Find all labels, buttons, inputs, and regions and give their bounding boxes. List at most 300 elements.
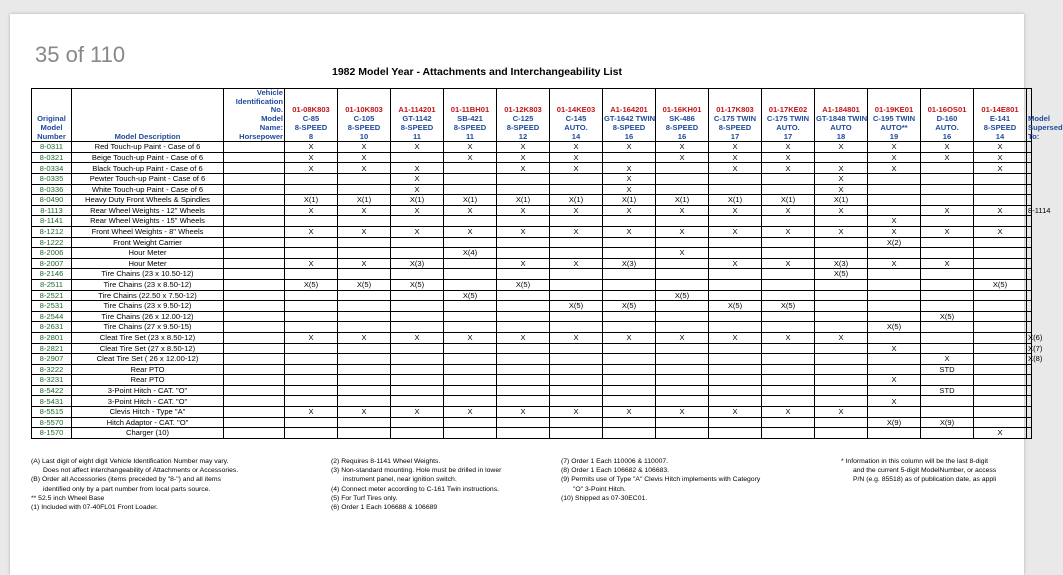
compat-cell xyxy=(868,184,921,195)
model-number-cell: 8-2801 xyxy=(32,332,72,343)
compat-cell xyxy=(550,375,603,386)
compat-cell xyxy=(974,385,1027,396)
compat-cell xyxy=(762,248,815,259)
model-name: D-160 xyxy=(936,114,958,124)
compat-cell xyxy=(550,216,603,227)
model-number-cell: 8-2531 xyxy=(32,301,72,312)
compat-cell xyxy=(497,354,550,365)
vin-cell xyxy=(224,142,285,153)
compat-cell xyxy=(762,385,815,396)
compat-cell xyxy=(762,428,815,439)
compat-cell xyxy=(762,417,815,428)
model-code: 01-08K803 xyxy=(292,105,330,115)
model-description-cell: Black Touch-up Paint - Case of 6 xyxy=(72,163,224,174)
compat-cell: X(5) xyxy=(921,311,974,322)
superseded-cell xyxy=(1027,269,1032,280)
compat-cell: X xyxy=(338,226,391,237)
model-description-cell: Front Wheel Weights - 8" Wheels xyxy=(72,226,224,237)
compat-cell xyxy=(497,375,550,386)
model-horsepower: 17 xyxy=(783,131,793,141)
compat-cell: X xyxy=(603,332,656,343)
compat-cell xyxy=(391,396,444,407)
compat-cell xyxy=(815,364,868,375)
compat-cell xyxy=(656,301,709,312)
model-name: SB-421 xyxy=(457,114,483,124)
model-transmission: 8-SPEED xyxy=(347,122,381,132)
table-header xyxy=(32,88,1063,142)
compat-cell xyxy=(391,311,444,322)
header-vehicle-id-line: Identification xyxy=(235,96,283,106)
compat-cell xyxy=(603,269,656,280)
compat-cell xyxy=(656,216,709,227)
compat-cell xyxy=(762,343,815,354)
superseded-cell xyxy=(1027,301,1032,312)
model-description-cell: Rear PTO xyxy=(72,375,224,386)
compat-cell: X xyxy=(391,407,444,418)
table-row xyxy=(32,216,1032,227)
header-vehicle-id-line: Horsepower xyxy=(239,131,283,141)
compat-cell: X xyxy=(285,163,338,174)
compat-cell xyxy=(338,385,391,396)
model-code: 01-14E801 xyxy=(981,105,1019,115)
compat-cell xyxy=(497,290,550,301)
model-code: 01-16OS01 xyxy=(927,105,967,115)
compat-cell: X xyxy=(550,142,603,153)
compat-cell xyxy=(709,364,762,375)
compat-cell xyxy=(550,354,603,365)
model-description-cell: Hour Meter xyxy=(72,258,224,269)
compat-cell xyxy=(497,364,550,375)
compat-cell xyxy=(974,258,1027,269)
table-row xyxy=(32,322,1032,333)
compat-cell: X xyxy=(656,226,709,237)
compat-cell xyxy=(762,311,815,322)
compat-cell xyxy=(974,216,1027,227)
compat-cell: STD xyxy=(921,385,974,396)
compat-cell xyxy=(497,396,550,407)
compat-cell: X xyxy=(868,216,921,227)
compat-cell: X xyxy=(868,142,921,153)
compat-cell: X xyxy=(921,205,974,216)
compat-cell: X xyxy=(285,226,338,237)
compat-cell xyxy=(338,417,391,428)
model-column-header xyxy=(550,89,603,142)
model-column-header xyxy=(444,89,497,142)
header-original-model-number-line: Original xyxy=(37,114,66,124)
compat-cell xyxy=(815,385,868,396)
compat-cell xyxy=(868,385,921,396)
footnote-line: "O" 3-Point Hitch. xyxy=(573,485,626,493)
compat-cell: X xyxy=(550,163,603,174)
model-transmission: 8-SPEED xyxy=(718,122,752,132)
table-row xyxy=(32,269,1032,280)
compat-cell xyxy=(444,385,497,396)
model-column-header xyxy=(709,89,762,142)
compat-cell: X(1) xyxy=(285,195,338,206)
model-horsepower: 16 xyxy=(942,131,952,141)
compat-cell: X(5) xyxy=(550,301,603,312)
compat-cell xyxy=(444,311,497,322)
vin-cell xyxy=(224,195,285,206)
model-transmission: 8-SPEED xyxy=(294,122,328,132)
model-column-header xyxy=(497,89,550,142)
model-number-cell: 8-2907 xyxy=(32,354,72,365)
compat-cell xyxy=(550,248,603,259)
footnote-line: (8) Order 1 Each 106682 & 106683. xyxy=(561,467,670,475)
vin-cell xyxy=(224,216,285,227)
model-number-cell: 8-5431 xyxy=(32,396,72,407)
model-horsepower: 19 xyxy=(889,131,899,141)
compat-cell xyxy=(921,290,974,301)
compat-cell xyxy=(974,174,1027,185)
compat-cell xyxy=(444,184,497,195)
superseded-cell xyxy=(1027,428,1032,439)
compat-cell xyxy=(391,385,444,396)
vin-cell xyxy=(224,174,285,185)
compat-cell: X xyxy=(285,407,338,418)
compat-cell xyxy=(868,364,921,375)
compat-cell: X xyxy=(603,184,656,195)
compat-cell: X xyxy=(762,205,815,216)
compat-cell: X xyxy=(285,142,338,153)
model-horsepower: 11 xyxy=(412,131,422,141)
compat-cell xyxy=(709,237,762,248)
compat-cell: X(1) xyxy=(338,195,391,206)
model-column-header xyxy=(762,89,815,142)
table-row xyxy=(32,396,1032,407)
model-number-cell: 8-3222 xyxy=(32,364,72,375)
compat-cell: X(9) xyxy=(921,417,974,428)
compat-cell xyxy=(815,152,868,163)
model-transmission: AUTO. xyxy=(935,122,959,132)
footnote-line: identified only by a part number from local parts source. xyxy=(43,485,211,493)
vin-cell xyxy=(224,311,285,322)
compat-cell xyxy=(550,428,603,439)
header-vehicle-id-line: No. xyxy=(270,105,283,115)
compat-cell xyxy=(709,279,762,290)
compat-cell xyxy=(762,375,815,386)
header-original-model-number-line: Model xyxy=(40,122,63,132)
compat-cell: X xyxy=(391,332,444,343)
model-transmission: AUTO. xyxy=(564,122,588,132)
model-name: C-175 TWIN xyxy=(713,114,757,124)
compat-cell xyxy=(391,364,444,375)
vin-cell xyxy=(224,152,285,163)
compat-cell xyxy=(815,396,868,407)
model-name: C-195 TWIN xyxy=(872,114,916,124)
compat-cell xyxy=(338,343,391,354)
compat-cell xyxy=(868,332,921,343)
compat-cell: X xyxy=(497,163,550,174)
compat-cell: X xyxy=(603,226,656,237)
model-column-header xyxy=(391,89,444,142)
compat-cell xyxy=(550,396,603,407)
compat-cell xyxy=(497,216,550,227)
compat-cell xyxy=(391,301,444,312)
superseded-cell: X(8) xyxy=(1028,354,1043,364)
model-number-cell: 8-0321 xyxy=(32,152,72,163)
model-name: C-105 xyxy=(353,114,375,124)
compat-cell: X xyxy=(762,407,815,418)
compat-cell: X(5) xyxy=(709,301,762,312)
model-description-cell: Cleat Tire Set (23 x 8.50-12) xyxy=(72,332,224,343)
model-description-cell: 3-Point Hitch - CAT. "O" xyxy=(72,385,224,396)
compat-cell xyxy=(285,301,338,312)
model-column-header xyxy=(815,89,868,142)
header-vehicle-id-line: Model xyxy=(261,114,283,124)
compat-cell: X xyxy=(868,226,921,237)
compat-cell xyxy=(762,364,815,375)
compat-cell xyxy=(974,322,1027,333)
table-row xyxy=(32,290,1032,301)
compat-cell xyxy=(868,248,921,259)
compat-cell xyxy=(656,428,709,439)
table-row xyxy=(32,364,1032,375)
compat-cell xyxy=(815,237,868,248)
model-number-cell: 8-2544 xyxy=(32,311,72,322)
compat-cell xyxy=(921,216,974,227)
compat-cell xyxy=(868,407,921,418)
compat-cell xyxy=(338,364,391,375)
header-original-model-number xyxy=(32,89,72,142)
compat-cell: X xyxy=(709,152,762,163)
model-name: E-141 xyxy=(989,114,1011,124)
compat-cell xyxy=(762,322,815,333)
compat-cell xyxy=(974,364,1027,375)
footnote-line: (1) Included with 07-40FL01 Front Loader. xyxy=(31,504,158,512)
model-number-cell: 8-2146 xyxy=(32,269,72,280)
compat-cell: X(5) xyxy=(285,279,338,290)
model-horsepower: 14 xyxy=(995,131,1005,141)
compat-cell xyxy=(815,279,868,290)
compat-cell xyxy=(550,174,603,185)
compat-cell: X xyxy=(550,332,603,343)
table-row xyxy=(32,142,1032,153)
compat-cell: X xyxy=(709,205,762,216)
compat-cell: X xyxy=(656,248,709,259)
compat-cell xyxy=(656,396,709,407)
footnotes-col-4 xyxy=(841,457,996,485)
compat-cell xyxy=(285,174,338,185)
model-code: 01-10K803 xyxy=(345,105,383,115)
compat-cell xyxy=(444,237,497,248)
model-description-cell: Charger (10) xyxy=(72,428,224,439)
table-row xyxy=(32,226,1032,237)
compat-cell: X xyxy=(815,184,868,195)
vin-cell xyxy=(224,385,285,396)
compat-cell xyxy=(391,343,444,354)
vin-cell xyxy=(224,205,285,216)
compat-cell: X(1) xyxy=(444,195,497,206)
compat-cell xyxy=(815,311,868,322)
superseded-cell xyxy=(1027,322,1032,333)
compat-cell xyxy=(550,184,603,195)
superseded-cell: 8-1114 xyxy=(1028,205,1051,215)
compat-cell xyxy=(550,343,603,354)
compat-cell xyxy=(391,354,444,365)
compat-cell: X xyxy=(338,407,391,418)
compat-cell: X xyxy=(285,152,338,163)
model-transmission: 8-SPEED xyxy=(665,122,699,132)
compat-cell: X xyxy=(815,407,868,418)
model-transmission: 8-SPEED xyxy=(453,122,487,132)
table-row xyxy=(32,428,1032,439)
model-number-cell: 8-0490 xyxy=(32,195,72,206)
footnote-line: instrument panel, near ignition switch. xyxy=(343,476,457,484)
compat-cell xyxy=(921,248,974,259)
compat-cell xyxy=(497,428,550,439)
model-description-cell: Rear PTO xyxy=(72,364,224,375)
model-description-cell: Tire Chains (22.50 x 7.50-12) xyxy=(72,290,224,301)
compat-cell xyxy=(656,184,709,195)
model-description-cell: Red Touch-up Paint - Case of 6 xyxy=(72,142,224,153)
compat-cell xyxy=(603,343,656,354)
table-row xyxy=(32,205,1032,216)
compat-cell: X xyxy=(974,226,1027,237)
compat-cell: X(3) xyxy=(603,258,656,269)
compat-cell xyxy=(444,343,497,354)
vin-cell xyxy=(224,354,285,365)
compat-cell xyxy=(285,343,338,354)
compat-cell xyxy=(921,375,974,386)
compat-cell: X xyxy=(391,184,444,195)
table-row xyxy=(32,195,1032,206)
superseded-cell: X(6) xyxy=(1028,333,1043,342)
footnote-line: (5) For Turf Tires only. xyxy=(331,494,398,502)
compat-cell xyxy=(921,428,974,439)
compat-cell: X(5) xyxy=(497,279,550,290)
compat-cell: X xyxy=(709,163,762,174)
vin-cell xyxy=(224,332,285,343)
vin-cell xyxy=(224,407,285,418)
compat-cell xyxy=(709,417,762,428)
compat-cell xyxy=(603,396,656,407)
model-number-cell: 8-0311 xyxy=(32,142,72,153)
compat-cell xyxy=(550,279,603,290)
compat-cell xyxy=(921,163,974,174)
compat-cell xyxy=(338,248,391,259)
compat-cell xyxy=(338,237,391,248)
vin-cell xyxy=(224,290,285,301)
compat-cell xyxy=(921,332,974,343)
vin-cell xyxy=(224,269,285,280)
compat-cell: X(5) xyxy=(603,301,656,312)
model-horsepower: 10 xyxy=(359,131,369,141)
header-superseded-to-line: To: xyxy=(1028,131,1040,141)
compat-cell: X xyxy=(338,142,391,153)
compat-cell xyxy=(709,290,762,301)
superseded-cell xyxy=(1027,142,1032,153)
compat-cell xyxy=(444,417,497,428)
compat-cell xyxy=(974,237,1027,248)
compat-cell: X xyxy=(921,354,974,365)
footnote-line: (10) Shipped as 07-30EC01. xyxy=(561,494,648,502)
compat-cell xyxy=(603,216,656,227)
compat-cell xyxy=(709,216,762,227)
compat-cell xyxy=(603,417,656,428)
compat-cell xyxy=(709,428,762,439)
model-name: C-125 xyxy=(512,114,534,124)
compat-cell xyxy=(391,322,444,333)
footnote-line: (3) Non-standard mounting. Hole must be drilled in lower xyxy=(331,467,502,475)
compat-cell xyxy=(603,290,656,301)
compat-cell: X xyxy=(391,226,444,237)
compat-cell: X(1) xyxy=(815,195,868,206)
model-column-header xyxy=(338,89,391,142)
compat-cell xyxy=(444,396,497,407)
compat-cell xyxy=(868,301,921,312)
vin-cell xyxy=(224,364,285,375)
document-page xyxy=(10,14,1063,575)
vin-cell xyxy=(224,375,285,386)
compat-cell xyxy=(603,311,656,322)
compat-cell: X xyxy=(497,332,550,343)
model-description-cell: Cleat Tire Set ( 26 x 12.00-12) xyxy=(72,354,224,365)
model-description-cell: Hour Meter xyxy=(72,248,224,259)
compat-cell xyxy=(391,417,444,428)
compat-cell: X xyxy=(868,396,921,407)
model-code: 01-14KE03 xyxy=(556,105,596,115)
compat-cell xyxy=(974,396,1027,407)
compat-cell xyxy=(656,258,709,269)
model-horsepower: 16 xyxy=(624,131,634,141)
footnote-line: (A) Last digit of eight digit Vehicle Identification Number may vary. xyxy=(31,458,229,465)
compat-cell xyxy=(709,354,762,365)
compat-cell: X(1) xyxy=(603,195,656,206)
compat-cell xyxy=(497,343,550,354)
superseded-cell xyxy=(1027,184,1032,195)
compat-cell xyxy=(921,174,974,185)
compat-cell xyxy=(762,174,815,185)
compat-cell xyxy=(285,385,338,396)
compat-cell xyxy=(444,364,497,375)
model-horsepower: 17 xyxy=(730,131,740,141)
compat-cell: X(5) xyxy=(444,290,497,301)
footnote-line: (B) Order all Accessories (items preceded by "8-") and all items xyxy=(31,476,221,484)
model-name: GT-1642 TWIN xyxy=(604,114,656,124)
compat-cell: X xyxy=(497,226,550,237)
footnotes-col-1 xyxy=(31,457,238,512)
model-code: 01-16KH01 xyxy=(662,105,702,115)
compat-cell xyxy=(974,407,1027,418)
compat-cell xyxy=(285,237,338,248)
model-number-cell: 8-1222 xyxy=(32,237,72,248)
model-column-header xyxy=(656,89,709,142)
compat-cell xyxy=(974,290,1027,301)
compat-cell xyxy=(709,174,762,185)
superseded-cell: X(7) xyxy=(1028,343,1043,353)
compat-cell: X xyxy=(285,205,338,216)
compat-cell xyxy=(974,354,1027,365)
compat-cell: X xyxy=(550,407,603,418)
compat-cell xyxy=(815,375,868,386)
compat-cell: X xyxy=(656,332,709,343)
compat-cell xyxy=(338,375,391,386)
compat-cell: X(4) xyxy=(444,248,497,259)
model-description-cell: Rear Wheel Weights - 15" Wheels xyxy=(72,216,224,227)
footnote-line: (7) Order 1 Each 110006 & 110007. xyxy=(561,458,669,465)
model-name: GT-1848 TWIN xyxy=(816,114,868,124)
compat-cell: X xyxy=(974,428,1027,439)
header-superseded-to xyxy=(1027,89,1063,142)
compat-cell xyxy=(391,375,444,386)
vin-cell xyxy=(224,226,285,237)
model-description-cell: Hitch Adaptor - CAT. "O" xyxy=(72,417,224,428)
compat-cell: X xyxy=(762,142,815,153)
superseded-cell xyxy=(1027,226,1032,237)
compat-cell xyxy=(921,184,974,195)
compat-cell xyxy=(974,332,1027,343)
